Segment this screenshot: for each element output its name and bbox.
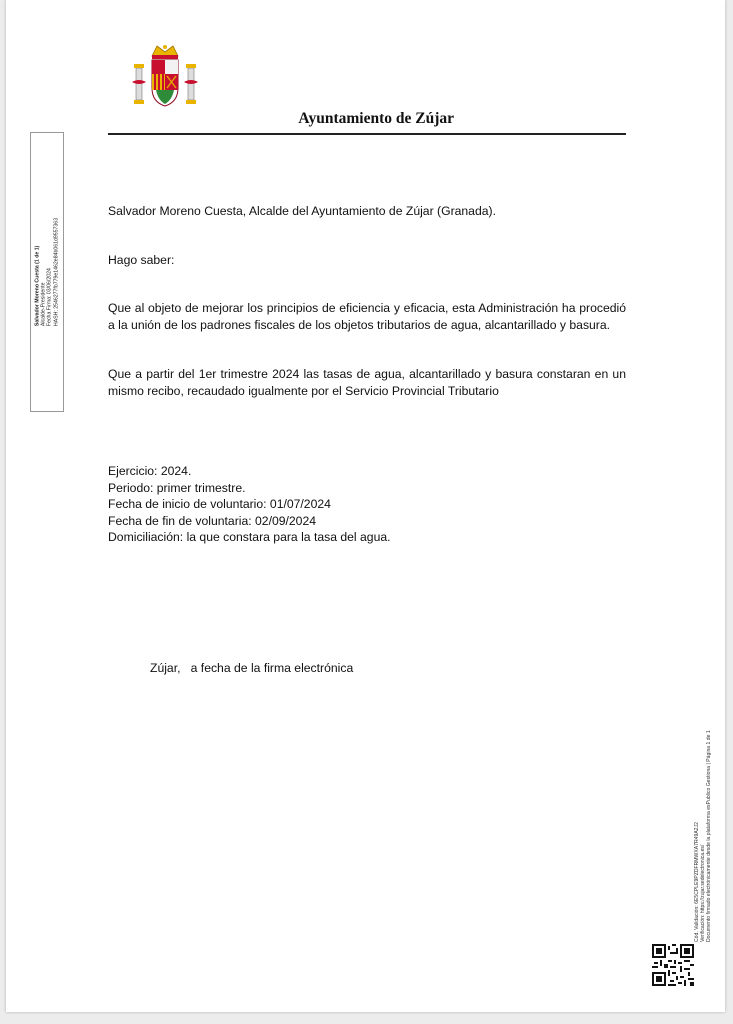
closing-line: Zújar, a fecha de la firma electrónica — [150, 661, 354, 675]
intro-line: Salvador Moreno Cuesta, Alcalde del Ayuntamiento de Zújar (Granada). — [108, 204, 496, 218]
document-page — [6, 0, 725, 1012]
validation-code: Cód. Validación: 6E5CPLE9PZDFRMWXA7R49A2J2 — [694, 822, 700, 942]
header-divider — [108, 133, 626, 135]
municipality-title: Ayuntamiento de Zújar — [298, 110, 454, 127]
paragraph-union-padrones: Que al objeto de mejorar los principios de eficiencia y eficacia, esta Administración ha procedió a la unión de los padrones fiscales de los objetos tributarios de agua, alcantarillado y basura. — [108, 301, 626, 332]
detail-domiciliacion: Domiciliación: la que constara para la tasa del agua. — [108, 530, 391, 544]
paragraph-mismo-recibo: Que a partir del 1er trimestre 2024 las tasas de agua, alcantarillado y basura constaran en un mismo recibo, recaudado igualmente por el Servicio Provincial Tributario — [108, 367, 626, 398]
detail-periodo: Periodo: primer trimestre. — [108, 480, 246, 495]
signature-text — [35, 218, 60, 326]
detail-fecha-fin: Fecha de fin de voluntaria: 02/09/2024 — [108, 513, 317, 528]
signed-document-note: Documento firmado electrónicamente desde la plataforma esPublico Gestiona | Página 1 de 1 — [706, 730, 712, 942]
verification-url: Verificación: https://zujar.sedelectronica.es/ — [700, 844, 706, 942]
signature-hash: HASH: 2546277fb779e1462e84b061d9557363 — [53, 217, 60, 327]
detail-ejercicio: Ejercicio: 2024. — [108, 464, 192, 478]
signature-date: Fecha Firma: 03/06/2024 — [47, 268, 53, 327]
verification-text — [694, 730, 712, 942]
qr-code-icon — [652, 944, 694, 986]
coat-of-arms-icon — [130, 42, 200, 112]
signer-role: Alcalde-Presidente — [40, 282, 47, 327]
hago-saber: Hago saber: — [108, 253, 175, 267]
detail-fecha-inicio: Fecha de inicio de voluntario: 01/07/2024 — [108, 497, 331, 511]
signature-box — [30, 132, 64, 412]
details-list — [108, 463, 626, 546]
signer-name: Salvador Moreno Cuesta (1 de 1) — [34, 245, 41, 327]
